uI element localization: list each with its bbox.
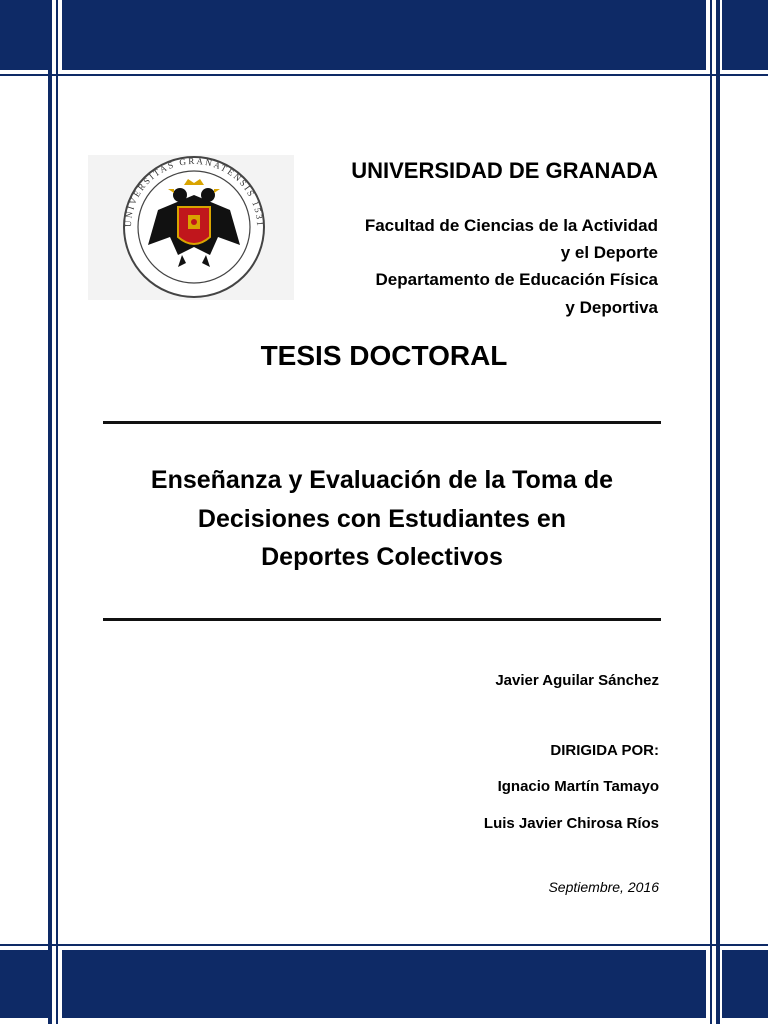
department-line-1: Departamento de Educación Física bbox=[375, 270, 658, 289]
top-center-bar bbox=[62, 0, 706, 70]
bottom-left-bar bbox=[0, 950, 48, 1018]
bottom-right-bar bbox=[722, 950, 768, 1018]
university-name: UNIVERSIDAD DE GRANADA bbox=[351, 158, 658, 183]
right-vertical-line-outer bbox=[716, 0, 720, 1024]
left-vertical-line-outer bbox=[48, 0, 52, 1024]
right-vertical-line-inner bbox=[710, 0, 712, 1024]
author-name: Javier Aguilar Sánchez bbox=[495, 672, 659, 689]
department-line-2: y Deportiva bbox=[565, 298, 658, 317]
title-bottom-rule bbox=[103, 618, 661, 621]
top-left-bar bbox=[0, 0, 48, 70]
document-type: TESIS DOCTORAL bbox=[260, 340, 508, 371]
directed-by-label: DIRIGIDA POR: bbox=[550, 742, 659, 759]
left-vertical-line-inner bbox=[56, 0, 58, 1024]
bottom-center-bar bbox=[62, 950, 706, 1018]
top-thin-line bbox=[0, 74, 768, 76]
faculty-line-2: y el Deporte bbox=[560, 243, 658, 262]
director-1: Ignacio Martín Tamayo bbox=[497, 778, 659, 795]
faculty-line-1: Facultad de Ciencias de la Actividad bbox=[364, 216, 658, 235]
title-top-rule bbox=[103, 421, 661, 424]
thesis-title-line-2: Decisiones con Estudiantes en bbox=[197, 505, 567, 533]
thesis-title-line-3: Deportes Colectivos bbox=[261, 543, 503, 571]
bottom-thin-line bbox=[0, 944, 768, 946]
svg-text:UNIVERSITAS GRANATENSIS 1531: UNIVERSITAS GRANATENSIS 1531 bbox=[122, 155, 266, 228]
thesis-title-line-1: Enseñanza y Evaluación de la Toma de bbox=[150, 466, 614, 494]
top-right-bar bbox=[722, 0, 768, 70]
director-2: Luis Javier Chirosa Ríos bbox=[483, 815, 659, 832]
thesis-date: Septiembre, 2016 bbox=[548, 879, 659, 895]
university-seal bbox=[88, 155, 294, 300]
